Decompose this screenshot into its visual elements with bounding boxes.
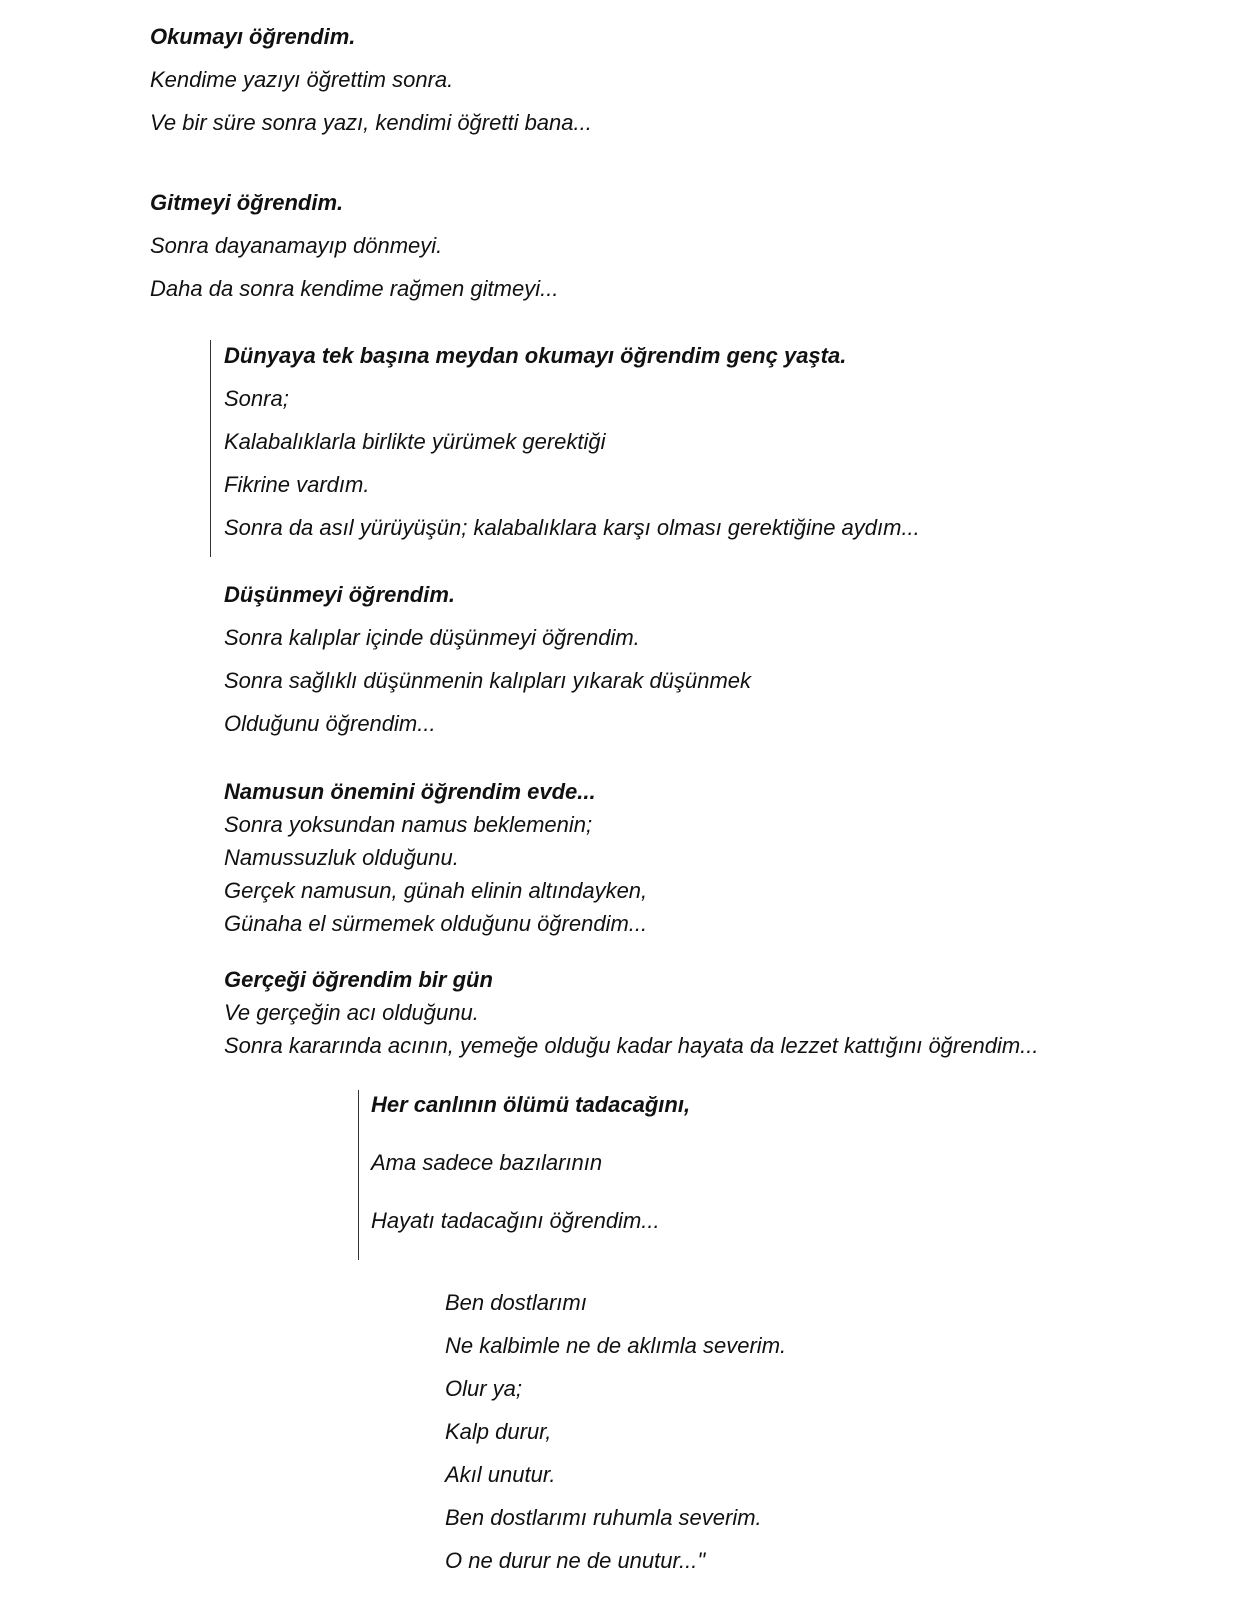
stanza-left-rule xyxy=(210,340,211,557)
stanza-left-rule xyxy=(358,1090,359,1260)
poem-line: Kalp durur, xyxy=(445,1419,552,1444)
poem-line: Gerçek namusun, günah elinin altındayken, xyxy=(224,878,648,903)
poem-line: Ve gerçeğin acı olduğunu. xyxy=(224,1000,479,1025)
stanza-heading: Dünyaya tek başına meydan okumayı öğrendim genç yaşta. xyxy=(224,343,847,368)
poem-line: Sonra kalıplar içinde düşünmeyi öğrendim. xyxy=(224,625,640,650)
poem-line: Sonra kararında acının, yemeğe olduğu kadar hayata da lezzet kattığını öğrendim... xyxy=(224,1033,1039,1058)
poem-line: Ne kalbimle ne de aklımla severim. xyxy=(445,1333,787,1358)
poem-line: Kalabalıklarla birlikte yürümek gerektiği xyxy=(224,429,606,454)
stanza-heading: Namusun önemini öğrendim evde... xyxy=(224,779,596,804)
poem-line: Sonra yoksundan namus beklemenin; xyxy=(224,812,593,837)
poem-line: Ve bir süre sonra yazı, kendimi öğretti bana... xyxy=(150,110,592,135)
poem-line: O ne durur ne de unutur..." xyxy=(445,1548,706,1573)
poem-line: Ben dostlarımı xyxy=(445,1290,587,1315)
poem-line: Sonra dayanamayıp dönmeyi. xyxy=(150,233,443,258)
poem-line: Akıl unutur. xyxy=(445,1462,556,1487)
stanza-heading: Gitmeyi öğrendim. xyxy=(150,190,344,215)
poem-line: Hayatı tadacağını öğrendim... xyxy=(371,1208,660,1233)
poem-line: Ben dostlarımı ruhumla severim. xyxy=(445,1505,762,1530)
poem-line: Kendime yazıyı öğrettim sonra. xyxy=(150,67,454,92)
stanza-heading: Her canlının ölümü tadacağını, xyxy=(371,1092,691,1117)
poem-line: Olduğunu öğrendim... xyxy=(224,711,436,736)
poem-line: Sonra sağlıklı düşünmenin kalıpları yıkarak düşünmek xyxy=(224,668,752,693)
stanza-heading: Gerçeği öğrendim bir gün xyxy=(224,967,493,992)
poem-line: Ama sadece bazılarının xyxy=(371,1150,603,1175)
poem-line: Sonra da asıl yürüyüşün; kalabalıklara karşı olması gerektiğine aydım... xyxy=(224,515,920,540)
poem-line: Sonra; xyxy=(224,386,289,411)
poem-line: Daha da sonra kendime rağmen gitmeyi... xyxy=(150,276,559,301)
poem-line: Günaha el sürmemek olduğunu öğrendim... xyxy=(224,911,648,936)
poem-line: Namussuzluk olduğunu. xyxy=(224,845,459,870)
poem-line: Olur ya; xyxy=(445,1376,523,1401)
stanza-heading: Düşünmeyi öğrendim. xyxy=(224,582,456,607)
poem-line: Fikrine vardım. xyxy=(224,472,370,497)
stanza-heading: Okumayı öğrendim. xyxy=(150,24,356,49)
